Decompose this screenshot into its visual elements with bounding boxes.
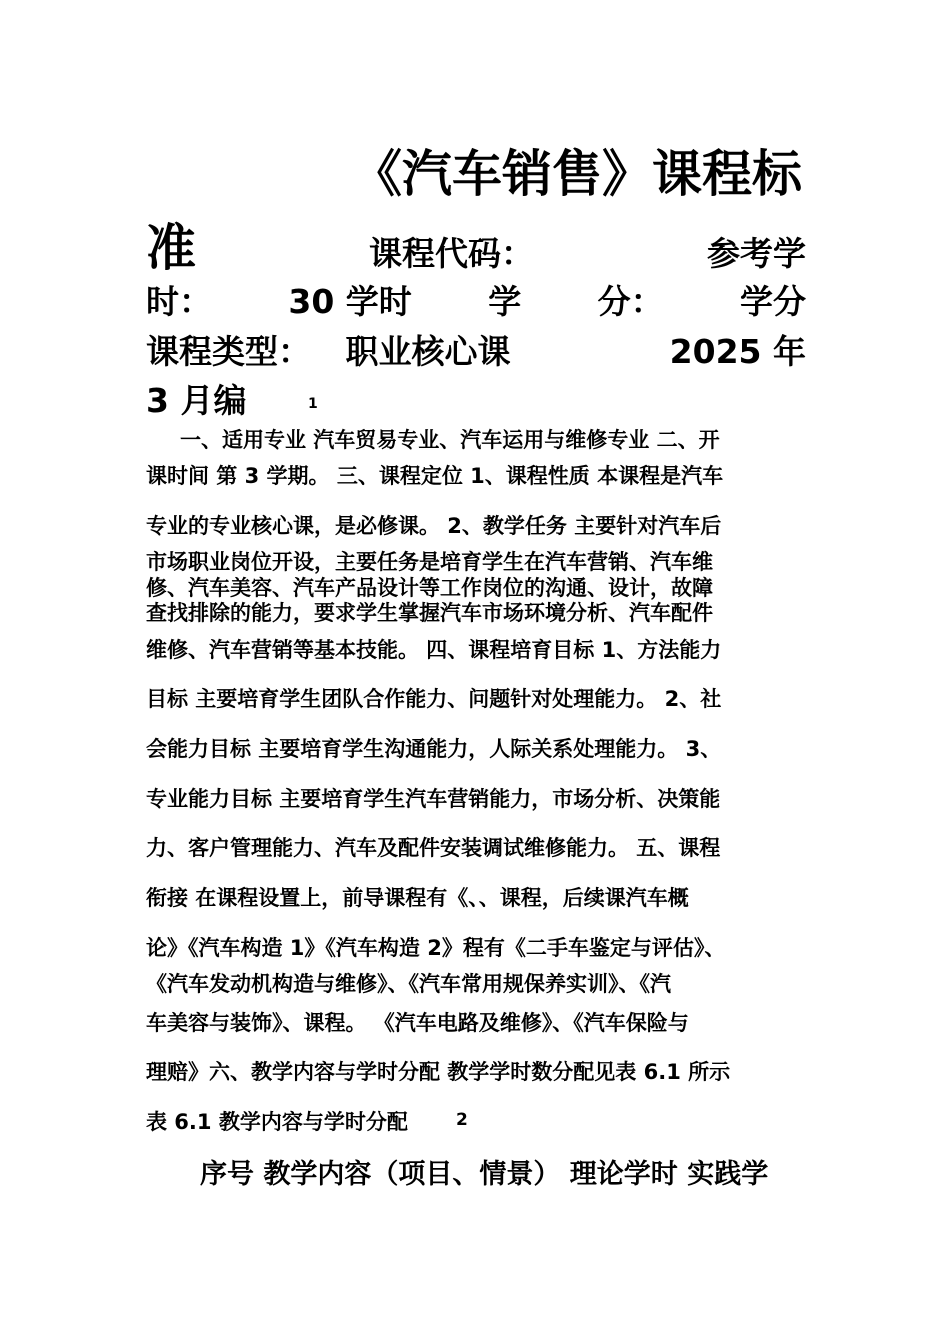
body-line: 一、适用专业 汽车贸易专业、汽车运用与维修专业 二、开: [180, 428, 720, 452]
body-line: 修、汽车美容、汽车产品设计等工作岗位的沟通、设计，故障: [146, 576, 713, 600]
reference-hours-value: 30 学时: [288, 282, 412, 321]
course-type-value: 职业核心课: [345, 332, 511, 371]
body-line: 市场职业岗位开设，主要任务是培育学生在汽车营销、汽车维: [146, 550, 713, 574]
body-line: 《汽车发动机构造与维修》、《汽车常用规保养实训》、《汽: [146, 972, 671, 996]
body-line: 车美容与装饰》、课程。 《汽车电路及维修》、《汽车保险与: [146, 1011, 689, 1035]
table-header-row: 序号 教学内容（项目、情景） 理论学时 实践学: [200, 1159, 769, 1190]
body-line: 目标 主要培育学生团队合作能力、问题针对处理能力。 2、社: [146, 687, 722, 711]
body-line: 专业能力目标 主要培育学生汽车营销能力，市场分析、决策能: [146, 787, 721, 811]
table-caption: 表 6.1 教学内容与学时分配: [146, 1110, 408, 1134]
footnote-marker-1: 1: [308, 396, 318, 412]
meta-line-2: [146, 276, 806, 323]
meta-line-1: [146, 208, 806, 277]
credit-label-b: 分：: [597, 282, 664, 321]
footnote-marker-2: 2: [456, 1110, 468, 1130]
body-line: 力、客户管理能力、汽车及配件安装调试维修能力。 五、课程: [146, 836, 721, 860]
compile-date-year: 2025 年: [669, 332, 806, 371]
body-line: 维修、汽车营销等基本技能。 四、课程培育目标 1、方法能力: [146, 638, 722, 662]
body-line: 会能力目标 主要培育学生沟通能力，人际关系处理能力。 3、: [146, 737, 722, 761]
course-code-label: 课程代码：: [369, 234, 534, 273]
course-type-label: 课程类型：: [146, 332, 311, 371]
meta-line-3: [146, 326, 806, 373]
body-line: 查找排除的能力，要求学生掌握汽车市场环境分析、汽车配件: [146, 601, 713, 625]
credit-label-a: 学: [488, 282, 522, 321]
reference-hours-label: 参考学: [707, 234, 806, 273]
body-line: 专业的专业核心课，是必修课。 2、教学任务 主要针对汽车后: [146, 514, 722, 538]
document-title: 《汽车销售》课程标: [352, 145, 802, 203]
body-line: 衔接 在课程设置上，前导课程有《、、课程，后续课汽车概: [146, 886, 689, 910]
credit-value: 学分: [739, 282, 806, 321]
body-line: 理赔》六、教学内容与学时分配 教学学时数分配见表 6.1 所示: [146, 1060, 731, 1084]
reference-hours-label-end: 时：: [146, 282, 212, 321]
document-title-continued: 准: [146, 219, 196, 277]
body-line: 课时间 第 3 学期。 三、课程定位 1、课程性质 本课程是汽车: [146, 464, 724, 488]
compile-date-month: 3 月编: [146, 381, 247, 420]
body-line: 论》《汽车构造 1》《汽车构造 2》程有《二手车鉴定与评估》、: [146, 936, 726, 960]
